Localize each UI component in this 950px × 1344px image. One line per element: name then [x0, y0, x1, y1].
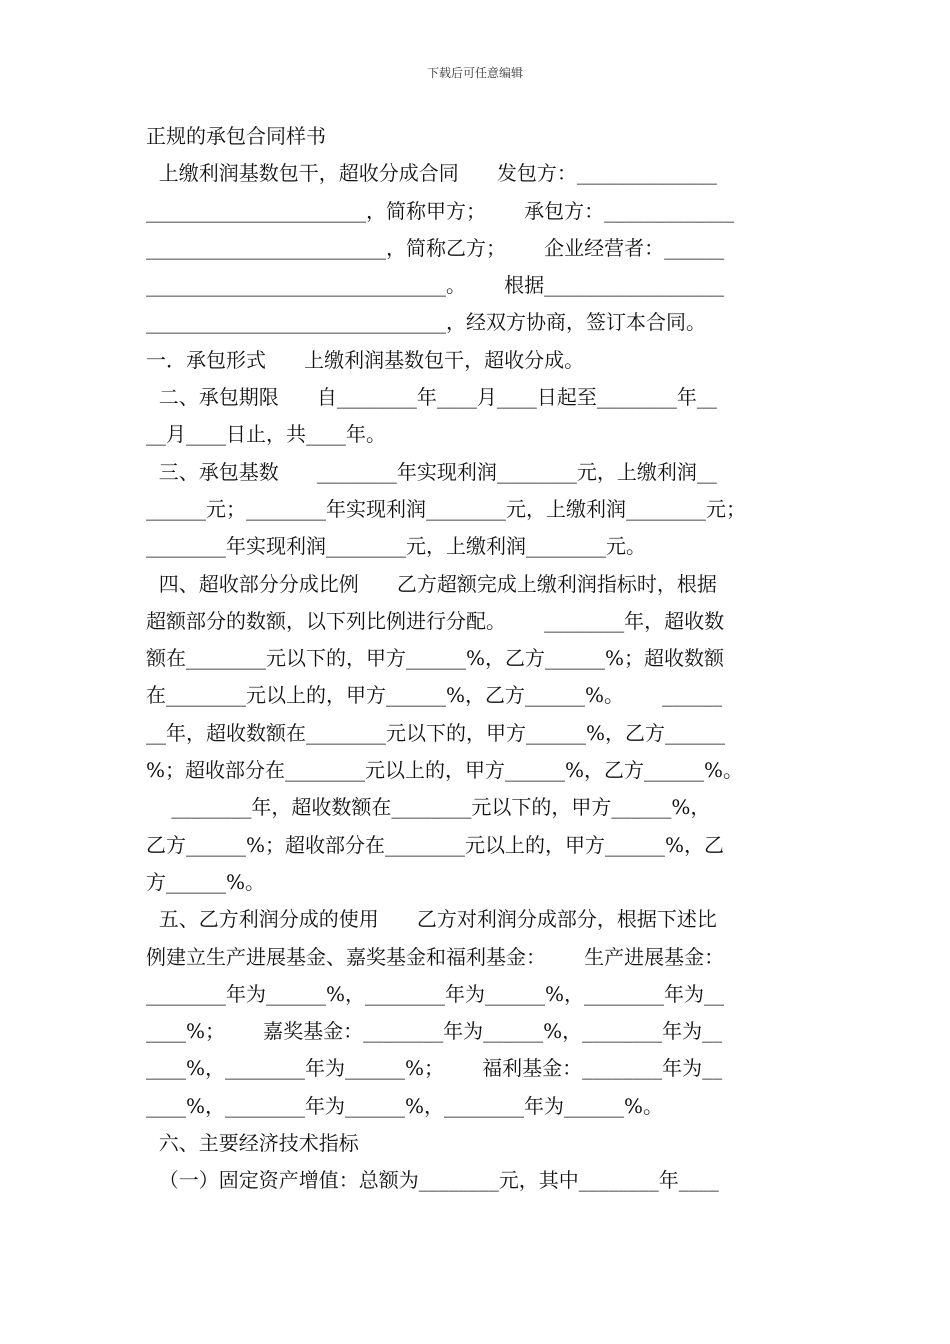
text-line: 上缴利润基数包干，超收分成合同 发包方：______________	[146, 161, 717, 186]
text-line: __月____日止，共____年。	[146, 422, 386, 447]
text-line: 超额部分的数额，以下列比例进行分配。 ________年，超收数	[146, 608, 725, 633]
text-line: ______元；________年实现利润________元，上缴利润________元；	[146, 496, 746, 521]
text-line: ________年，超收数额在________元以下的，甲方______%，	[146, 795, 711, 820]
text-line: ____%； 嘉奖基金：________年为______%，________年为__	[146, 1019, 723, 1044]
text-line: __年，超收数额在________元以下的，甲方______%，乙方______	[146, 720, 726, 745]
section-heading: 五、乙方利润分成的使用 乙方对利润分成部分，根据下述比	[146, 907, 717, 932]
text-line: 额在________元以下的，甲方______%，乙方______%；超收数额	[146, 646, 725, 671]
text-line: ______________________________，经双方协商，签订本合同。	[146, 310, 706, 335]
section-heading: 四、超收部分分成比例 乙方超额完成上缴利润指标时，根据	[146, 571, 717, 596]
text-line: ____%，________年为______%，________年为______%。	[146, 1093, 664, 1118]
section-heading: 三、承包基数 ________年实现利润________元，上缴利润__	[146, 459, 717, 484]
text-line: ____%，________年为______%； 福利基金：________年为__	[146, 1056, 723, 1081]
text-line: %；超收部分在________元以上的，甲方______%，乙方______%。	[146, 758, 744, 783]
section-heading: 六、主要经济技术指标	[146, 1131, 359, 1156]
text-line: ________年为______%，________年为______%，________年为__	[146, 981, 725, 1006]
text-line: ________年实现利润________元，上缴利润________元。	[146, 534, 646, 559]
text-line: 在________元以上的，甲方______%，乙方______%。 ______	[146, 683, 723, 708]
text-line: 方______%。	[146, 869, 266, 894]
section-heading: 二、承包期限 自________年____月____日起至________年__	[146, 385, 717, 410]
document-title: 正规的承包合同样书	[146, 124, 326, 148]
section-heading: 一．承包形式 上缴利润基数包干，超收分成。	[146, 347, 585, 372]
text-line: 乙方______%；超收部分在________元以上的，甲方______%，乙	[146, 832, 725, 857]
contract-body	[146, 118, 806, 1200]
text-line: ______________________________。 根据__________________	[146, 273, 725, 298]
page-header-note: 下载后可任意编辑	[426, 66, 523, 80]
text-line: （一）固定资产增值：总额为________元，其中________年____	[146, 1168, 719, 1193]
text-line: ________________________，简称乙方； 企业经营者：______	[146, 235, 725, 260]
text-line: ______________________，简称甲方； 承包方：_____________	[146, 198, 735, 223]
text-line: 例建立生产进展基金、嘉奖基金和福利基金： 生产进展基金：	[146, 944, 725, 969]
